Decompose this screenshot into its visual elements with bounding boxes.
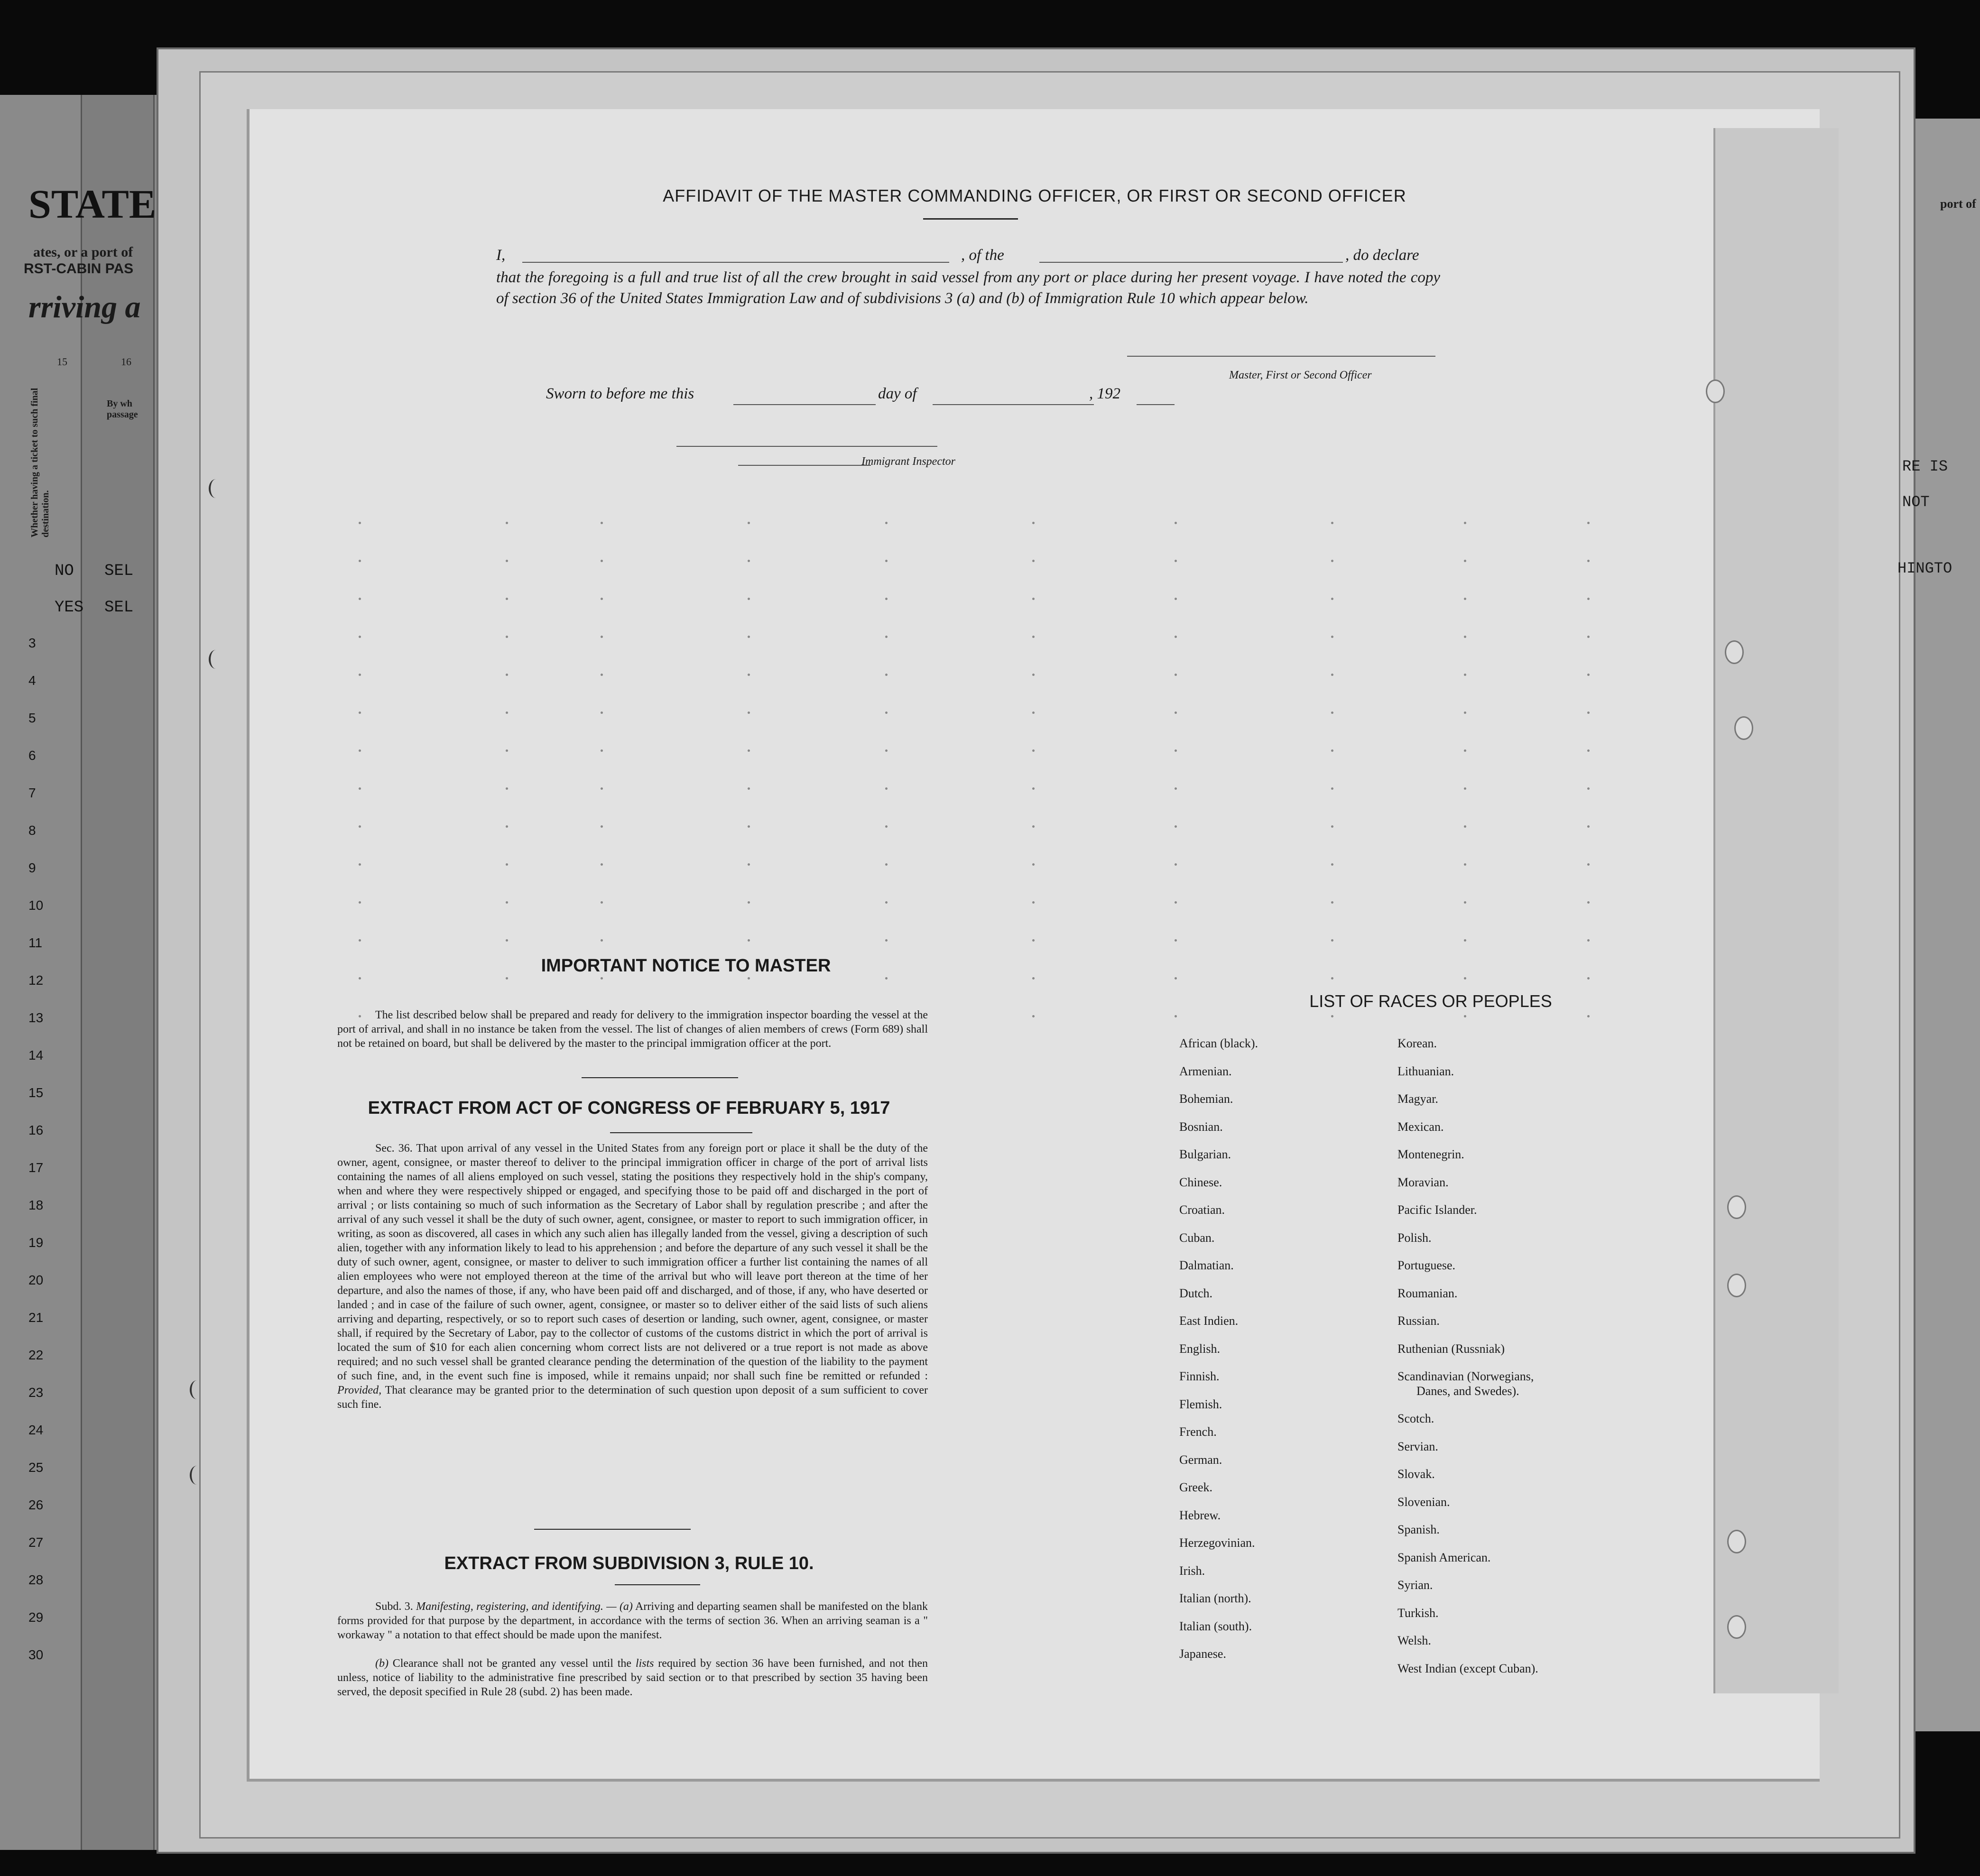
extract-act-end-rule [534,1529,691,1530]
guide-dot [1331,901,1333,904]
guide-dot [1587,749,1590,752]
subd-prefix: Subd. 3. [375,1600,413,1613]
guide-dot [1464,939,1466,942]
guide-dot [1175,749,1177,752]
do-declare-label: , do declare [1345,247,1419,264]
race-item: East Indien. [1179,1314,1239,1328]
guide-dot [748,712,750,714]
guide-dot [885,522,888,524]
race-item: Polish. [1397,1230,1432,1245]
ledger-row-number: 25 [28,1460,44,1475]
race-item: Dutch. [1179,1286,1213,1300]
extract-act-title: EXTRACT FROM ACT OF CONGRESS OF FEBRUARY 5, 1917 [368,1098,890,1118]
ledger-row-number: 9 [28,860,36,875]
guide-dot [601,636,603,638]
guide-dot [1032,863,1035,866]
punch-hole [1725,640,1744,664]
ledger-line-1: ates, or a port of [33,244,133,260]
guide-dot [1331,522,1333,524]
ledger-row-number: 26 [28,1497,44,1512]
guide-dot [1587,598,1590,600]
guide-dot [1587,674,1590,676]
guide-dot [1032,977,1035,980]
guide-dot [1464,560,1466,562]
guide-dot [506,863,508,866]
extract-rule-title: EXTRACT FROM SUBDIVISION 3, RULE 10. [444,1553,814,1573]
guide-dot [359,901,361,904]
guide-dot [601,863,603,866]
extract-act-text [337,1141,928,1412]
guide-dot [1587,901,1590,904]
race-item: Russian. [1397,1314,1440,1328]
ledger-row-number: 24 [28,1423,44,1437]
race-item: Pacific Islander. [1397,1203,1477,1217]
punch-hole [1734,716,1753,740]
guide-dot [506,901,508,904]
guide-dot [506,787,508,790]
ledger-entry-1-a: NO [55,562,74,580]
race-item: Slovenian. [1397,1495,1450,1509]
ledger-row-number: 30 [28,1647,44,1662]
guide-dot [1032,901,1035,904]
guide-dot [1175,712,1177,714]
race-item: Moravian. [1397,1175,1449,1189]
guide-dot [748,939,750,942]
guide-dot [748,598,750,600]
guide-dot [1331,977,1333,980]
guide-dot [885,749,888,752]
ledger-row-number: 14 [28,1048,44,1063]
guide-dot [359,674,361,676]
guide-dot [885,636,888,638]
race-item: Spanish. [1397,1523,1440,1536]
ledger-column-strip [81,95,155,1850]
guide-dot [1331,636,1333,638]
guide-dot [1587,560,1590,562]
guide-dot [506,636,508,638]
race-item: Italian (north). [1179,1591,1251,1605]
guide-dot [601,674,603,676]
ledger-row-number: 28 [28,1572,44,1587]
guide-dot [1587,825,1590,828]
guide-dot [359,939,361,942]
guide-dot [1032,939,1035,942]
guide-dot [506,598,508,600]
guide-dot [1587,977,1590,980]
guide-dot [506,674,508,676]
inspector-signature-line-top [676,446,937,447]
subd-text: Arriving and departing seamen shall be manifested on the blank forms provided for that purpose by the department, in accordance with the terms of section 36. When an arriving seaman is a " workaway " a notation to that effect should be made upon the manifest. [337,1600,928,1641]
guide-dot [359,825,361,828]
ledger-row-number: 6 [28,748,36,763]
guide-dot [1175,787,1177,790]
race-item: Portuguese. [1397,1258,1456,1272]
guide-dot [885,674,888,676]
guide-dot [1331,787,1333,790]
race-item: Magyar. [1397,1092,1438,1106]
guide-dot [885,977,888,980]
affidavit-body: that the foregoing is a full and true list of all the crew brought in said vessel from any port or place during her present voyage. I have noted the copy of section 36 of the United States Immigration Law and of subdivisions 3 (a) and (b) of Immigration Rule 10 which appear below. [496,269,1440,307]
guide-dot [1175,977,1177,980]
extract-act-provided: Provided, [337,1384,382,1396]
subd-b-label: (b) [375,1657,389,1670]
race-item: Bosnian. [1179,1119,1223,1134]
ledger-row-number: 4 [28,673,36,688]
page-torn-edge [1713,128,1839,1693]
guide-dot [1464,636,1466,638]
guide-dot [601,598,603,600]
notice-text: The list described below shall be prepared and ready for delivery to the immigration inspector boarding the vessel at the port of arrival, and shall in no instance be taken from the vessel. The list of changes of alien members of crews (Form 689) shall not be retained on board, but shall be delivered by the master to the principal immigration officer at the port. [337,1009,928,1050]
guide-dot [1175,939,1177,942]
ledger-entry-2-a: YES [55,599,84,617]
guide-dot [1464,825,1466,828]
guide-dot [1464,522,1466,524]
guide-dot [359,522,361,524]
guide-dot [885,712,888,714]
declarant-name-field[interactable] [522,262,949,263]
ledger-col-16: 16 [121,356,131,368]
title-rule [923,218,1018,220]
guide-dot [1175,636,1177,638]
guide-dot [506,977,508,980]
guide-dot [506,522,508,524]
race-item: Dalmatian. [1179,1258,1234,1272]
ledger-row-number: 16 [28,1123,44,1137]
guide-dot [1464,977,1466,980]
ledger-row-number: 21 [28,1310,44,1325]
punch-hole [1727,1615,1746,1639]
guide-dot [748,901,750,904]
subd-b-lists: lists [635,1657,654,1670]
ledger-row-number: 17 [28,1160,44,1175]
affidavit-page [247,109,1820,1782]
ledger-col-heading-2: By wh passage [107,398,138,420]
ledger-row-number: 5 [28,711,36,725]
of-the-label: , of the [961,247,1004,264]
race-item: Slovak. [1397,1467,1435,1481]
officer-signature-label: Master, First or Second Officer [1229,369,1372,381]
guide-dot [748,977,750,980]
race-item: Syrian. [1397,1578,1433,1592]
sworn-day-field[interactable] [733,404,876,405]
race-item: Japanese. [1179,1647,1226,1661]
ledger-row-number: 19 [28,1235,44,1250]
guide-dot [359,712,361,714]
race-item: German. [1179,1452,1222,1467]
guide-dot [1032,674,1035,676]
guide-dot [359,863,361,866]
extract-rule-subd-b [337,1656,928,1699]
ledger-state-heading: STATE [28,181,157,227]
guide-dot [601,939,603,942]
guide-dot [885,598,888,600]
ledger-arriving: rriving a [28,290,141,324]
race-item: Bulgarian. [1179,1147,1231,1161]
guide-dot [1587,712,1590,714]
punch-hole [1706,379,1725,403]
race-item: Mexican. [1397,1119,1444,1134]
guide-dot [1032,712,1035,714]
race-item: Herzegovinian. [1179,1536,1255,1550]
notice-title: IMPORTANT NOTICE TO MASTER [541,956,831,976]
extract-act-rule [610,1132,752,1133]
guide-dot [1464,749,1466,752]
notice-rule [582,1077,738,1078]
stack-punch-mark [209,650,223,669]
guide-dot [885,560,888,562]
guide-dot [1464,787,1466,790]
stack-punch-mark [190,1466,204,1485]
guide-dot [601,901,603,904]
guide-dot [601,749,603,752]
guide-dot [885,863,888,866]
ledger-row-number: 23 [28,1385,44,1400]
guide-dot [748,674,750,676]
guide-dot [1175,560,1177,562]
guide-dot [885,825,888,828]
guide-dot [748,522,750,524]
guide-dot [359,749,361,752]
guide-dot [1587,1015,1590,1017]
guide-dot [748,825,750,828]
guide-dot [359,598,361,600]
guide-dot [1331,749,1333,752]
guide-dot [1464,598,1466,600]
guide-dot [601,787,603,790]
race-item: West Indian (except Cuban). [1397,1661,1538,1675]
guide-dot [1331,674,1333,676]
race-item: Spanish American. [1397,1550,1491,1564]
guide-dot [1331,560,1333,562]
declarant-prefix: I, [496,247,506,264]
race-item: African (black). [1179,1036,1258,1050]
guide-dot [1175,674,1177,676]
ledger-row-number: 13 [28,1010,44,1025]
guide-dot [359,787,361,790]
subd-b-text2: required by section 36 have been furnished, and not then unless, notice of liability to the administrative fine prescribed by said section or to that prescribed by section 35 having been served, the deposit specified in Rule 28 (subd. 2) has been made. [337,1657,928,1698]
officer-signature-field[interactable] [1127,356,1435,357]
ledger-col-15: 15 [57,356,67,368]
guide-dot [506,939,508,942]
right-fragment-re-is: RE IS [1902,458,1948,475]
guide-dot [506,712,508,714]
ledger-col-heading: Whether having a ticket to such final destination. [29,388,51,537]
guide-dot [748,863,750,866]
race-item: Welsh. [1397,1634,1431,1647]
guide-dot [601,712,603,714]
guide-dot [885,901,888,904]
race-item: Greek. [1179,1480,1213,1494]
guide-dot [1331,712,1333,714]
guide-dot [601,977,603,980]
right-fragment-port: port of [1940,197,1976,211]
race-item: Roumanian. [1397,1286,1458,1300]
guide-dot [1032,636,1035,638]
race-item: Croatian. [1179,1203,1225,1217]
ledger-line-2: RST-CABIN PAS [24,261,134,277]
guide-dot [748,560,750,562]
stack-punch-mark [209,479,223,498]
race-item: Lithuanian. [1397,1064,1454,1078]
right-fragment-hingto: HINGTO [1897,560,1952,577]
race-item: Cuban. [1179,1230,1215,1245]
guide-dot [1032,522,1035,524]
race-item: Finnish. [1179,1369,1220,1383]
races-title: LIST OF RACES OR PEOPLES [1309,991,1552,1011]
guide-dot [1331,1015,1333,1017]
right-fragment-not: NOT [1902,493,1930,511]
guide-dot [359,636,361,638]
guide-dot [1032,598,1035,600]
ledger-row-number: 3 [28,636,36,650]
guide-dot [506,825,508,828]
guide-dot [1464,674,1466,676]
guide-dot [748,636,750,638]
guide-dot [1331,863,1333,866]
guide-dot [601,522,603,524]
ledger-row-number: 29 [28,1610,44,1625]
inspector-signature-field[interactable] [738,465,871,466]
race-item: French. [1179,1425,1217,1439]
ledger-row-number: 8 [28,823,36,838]
guide-dot [1331,939,1333,942]
guide-dot [601,560,603,562]
guide-dot [1464,863,1466,866]
guide-dot [359,560,361,562]
ledger-row-number: 20 [28,1273,44,1287]
sworn-year-field[interactable] [1137,404,1175,405]
race-item: Montenegrin. [1397,1147,1464,1161]
punch-hole [1727,1530,1746,1553]
guide-dot [1464,901,1466,904]
ledger-row-number: 12 [28,973,44,988]
punch-hole [1727,1195,1746,1219]
guide-dot [885,939,888,942]
sworn-month-field[interactable] [933,404,1094,405]
guide-dot [1032,749,1035,752]
ledger-row-number: 22 [28,1348,44,1362]
extract-act-body: Sec. 36. That upon arrival of any vessel in the United States from any foreign port or place it shall be the duty of the owner, agent, consignee, or master thereof to deliver to the principal immigration officer in charge of the port of arrival lists containing the names of all aliens employed on such vessel, stating the positions they respectively hold in the ship's company, when and where they were respectively shipped or engaged, and specifying those to be paid off and discharged in the port of arrival ; or lists containing so much of such information as the Secretary of Labor shall by regulation prescribe ; and after the arrival of any such vessel it shall be the duty of such owner, agent, consignee, or master to report to such immigration officer, in writing, as soon as discovered, all cases in which any such alien has illegally landed from the vessel, giving a description of such alien, together with any information likely to lead to his apprehension ; and before the departure of any such vessel it shall be the duty of such owner, agent, consignee, or master to deliver to such immigration officer a further list containing the names of all alien employees who were not employed thereon at the time of the arrival but who will leave port thereon at the time of her departure, and also the names of those, if any, who have been paid off and discharged, and of those, if any, who have deserted or landed ; and in case of the failure of such owner, agent, consignee, or master so to deliver either of the said lists of such aliens arriving and departing, respectively, or so to report such cases of desertion or landing, such owner, agent, consignee, or master shall, if required by the Secretary of Labor, pay to the collector of customs of the customs district in which the port of arrival is located the sum of $10 for each alien concerning whom correct lists are not delivered or a true report is not made as above required; and no such vessel shall be granted clearance pending the determination of the question of the liability to the payment of such fine, and, in the event such fine is imposed, while it remains unpaid; nor shall such fine be remitted or refunded : [337,1142,928,1382]
race-item: Scotch. [1397,1412,1434,1425]
ledger-row-number: 10 [28,898,44,913]
race-item: English. [1179,1341,1220,1356]
extract-rule-subd3 [337,1599,928,1642]
ledger-row-number: 7 [28,786,36,800]
guide-dot [1032,787,1035,790]
guide-dot [1464,1015,1466,1017]
guide-dot [1331,825,1333,828]
race-item: Servian. [1397,1439,1438,1453]
guide-dot [506,560,508,562]
ledger-row-number: 11 [28,935,43,950]
guide-dot [1587,863,1590,866]
race-item: Chinese. [1179,1175,1222,1189]
guide-dot [1032,825,1035,828]
race-item: Danes, and Swedes). [1416,1384,1519,1398]
guide-dot [359,977,361,980]
guide-dot [1175,598,1177,600]
extract-act-end: That clearance may be granted prior to the determination of such question upon deposit of a sum sufficient to cover such fine. [337,1384,928,1411]
guide-dot [1032,1015,1035,1017]
inspector-label: Immigrant Inspector [861,455,955,468]
guide-dot [1331,598,1333,600]
race-item: Scandinavian (Norwegians, [1397,1369,1534,1383]
guide-dot [748,787,750,790]
guide-dot [1175,522,1177,524]
stack-punch-mark [190,1380,204,1399]
sworn-prefix: Sworn to before me this [546,385,694,402]
ledger-row-number: 15 [28,1085,44,1100]
guide-dot [1175,1015,1177,1017]
subd-italic: Manifesting, registering, and identifying. — (a) [416,1600,633,1613]
race-item: Bohemian. [1179,1092,1233,1106]
guide-dot [1175,901,1177,904]
subd-b-text1: Clearance shall not be granted any vessel until the [392,1657,632,1670]
guide-dot [1175,825,1177,828]
race-item: Flemish. [1179,1397,1222,1411]
guide-dot [1587,636,1590,638]
ledger-entry-1-b: SEL [104,562,134,580]
race-item: Armenian. [1179,1064,1232,1078]
race-item: Ruthenian (Russniak) [1397,1341,1505,1356]
guide-dot [748,749,750,752]
guide-dot [506,749,508,752]
year-label: , 192 [1089,385,1120,402]
extract-rule-rule [615,1584,700,1585]
guide-dot [601,825,603,828]
guide-dot [1464,712,1466,714]
race-item: Italian (south). [1179,1619,1252,1633]
ledger-entry-2-b: SEL [104,599,134,617]
guide-dot [885,787,888,790]
ledger-row-number: 18 [28,1198,44,1212]
race-item: Irish. [1179,1563,1205,1578]
affidavit-title: AFFIDAVIT OF THE MASTER COMMANDING OFFICER, OR FIRST OR SECOND OFFICER [663,186,1406,205]
day-of-label: day of [878,385,917,402]
guide-dot [1587,939,1590,942]
guide-dot [1175,863,1177,866]
guide-dot [1587,787,1590,790]
vessel-name-field[interactable] [1039,262,1343,263]
guide-dot [1587,522,1590,524]
race-item: Hebrew. [1179,1508,1221,1522]
guide-dot [1032,560,1035,562]
punch-hole [1727,1274,1746,1297]
race-item: Korean. [1397,1036,1437,1050]
race-item: Turkish. [1397,1606,1439,1620]
ledger-row-number: 27 [28,1535,44,1550]
